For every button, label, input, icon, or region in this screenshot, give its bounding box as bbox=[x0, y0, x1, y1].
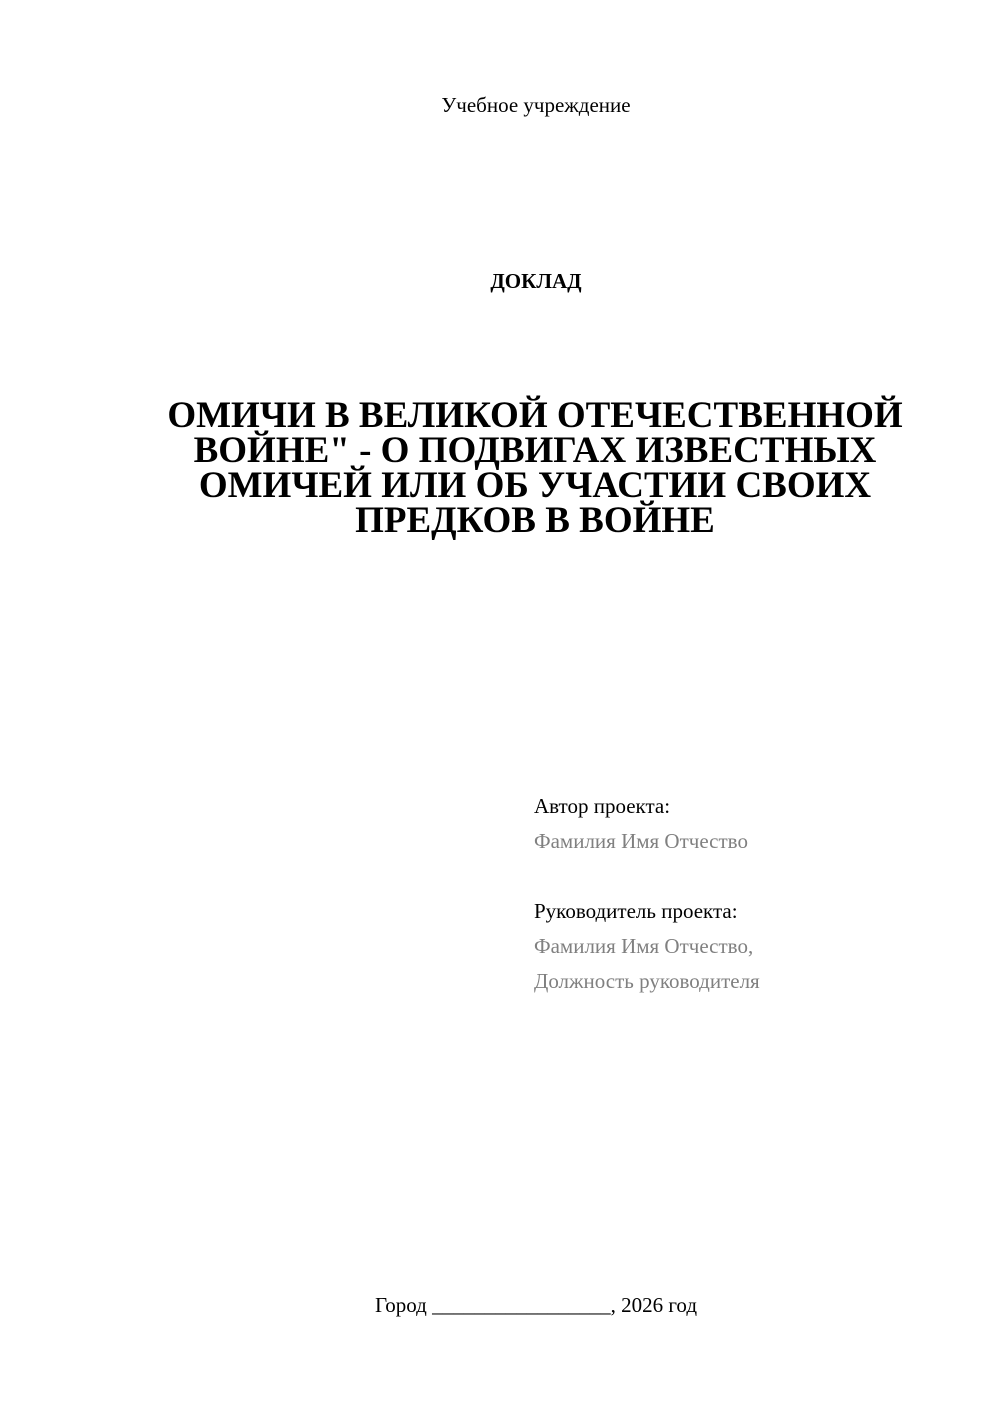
institution-name: Учебное учреждение bbox=[441, 93, 631, 117]
supervisor-label: Руководитель проекта: bbox=[534, 899, 738, 923]
title-line: ВОЙНЕ" - О ПОДВИГАХ ИЗВЕСТНЫХ bbox=[193, 430, 877, 471]
title-line: ОМИЧЕЙ ИЛИ ОБ УЧАСТИИ СВОИХ bbox=[198, 465, 872, 506]
author-name: Фамилия Имя Отчество bbox=[534, 829, 748, 853]
supervisor-position: Должность руководителя bbox=[534, 969, 760, 993]
document-type: ДОКЛАД bbox=[490, 269, 582, 293]
author-block bbox=[534, 789, 974, 859]
supervisor-block bbox=[534, 894, 974, 999]
city-year-line: Город _________________, 2026 год bbox=[374, 1293, 698, 1317]
author-label: Автор проекта: bbox=[534, 794, 671, 818]
supervisor-name: Фамилия Имя Отчество, bbox=[534, 934, 754, 958]
report-title bbox=[140, 395, 930, 541]
title-line: ОМИЧИ В ВЕЛИКОЙ ОТЕЧЕСТВЕННОЙ bbox=[167, 395, 903, 436]
title-line: ПРЕДКОВ В ВОЙНЕ bbox=[355, 500, 715, 541]
